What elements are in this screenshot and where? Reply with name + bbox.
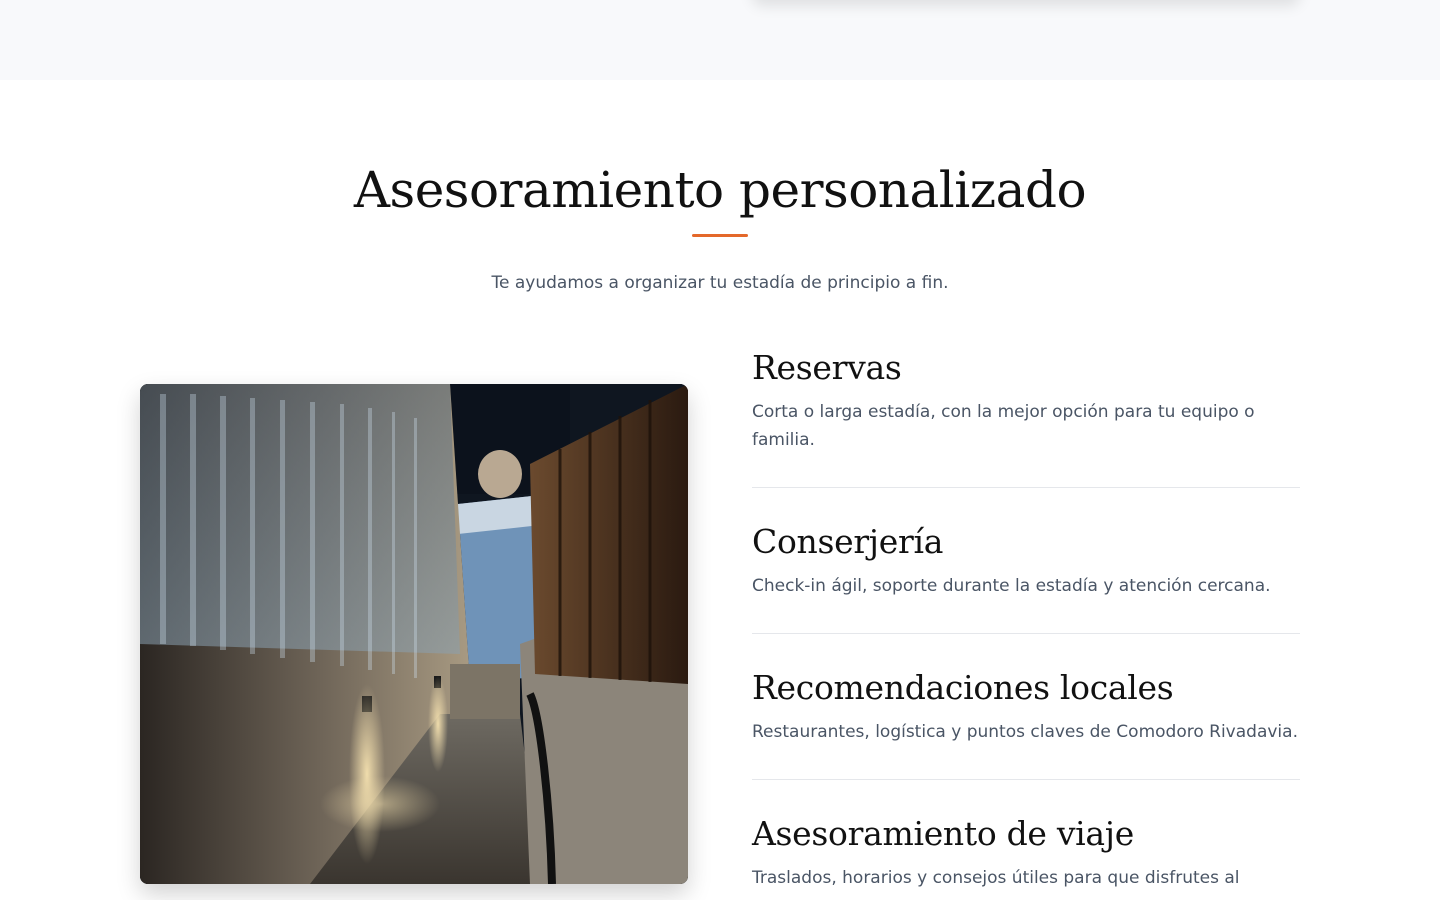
service-title: Reservas — [752, 348, 902, 387]
section-title: Asesoramiento personalizado — [353, 161, 1087, 219]
service-title: Asesoramiento de viaje — [752, 814, 1134, 853]
service-item-recomendaciones — [752, 634, 1300, 780]
service-title: Recomendaciones locales — [752, 668, 1174, 707]
service-item-conserjeria — [752, 488, 1300, 634]
advisory-section — [0, 80, 1440, 900]
hallway-photo — [140, 384, 688, 884]
title-accent-rule — [692, 234, 748, 237]
services-list — [752, 346, 1300, 900]
service-description: Restaurantes, logística y puntos claves de Comodoro Rivadavia. — [752, 722, 1298, 742]
service-description: Corta o larga estadía, con la mejor opción para tu equipo o familia. — [752, 402, 1255, 450]
service-item-reservas — [752, 346, 1300, 488]
service-description: Check-in ágil, soporte durante la estadía y atención cercana. — [752, 576, 1271, 596]
service-item-asesoramiento-viaje — [752, 780, 1300, 900]
service-title: Conserjería — [752, 522, 944, 561]
section-subtitle: Te ayudamos a organizar tu estadía de principio a fin. — [491, 273, 949, 293]
previous-section-band — [0, 0, 1440, 80]
service-description: Traslados, horarios y consejos útiles para que disfrutes al — [752, 868, 1240, 888]
